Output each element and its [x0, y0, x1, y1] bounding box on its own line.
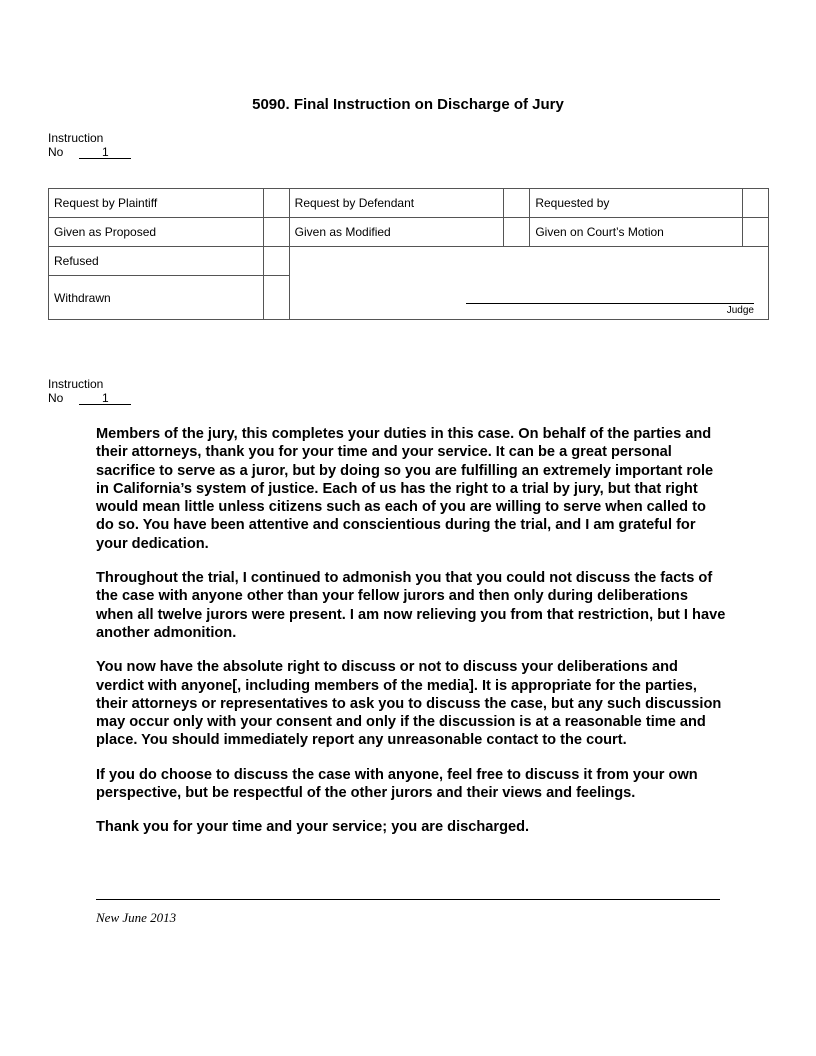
refused-label: Refused — [49, 247, 264, 276]
instruction-label: Instruction — [48, 131, 104, 145]
given-on-courts-motion-label: Given on Court’s Motion — [530, 218, 743, 247]
instruction-body — [96, 425, 726, 853]
instruction-number: 1 — [79, 146, 131, 159]
given-as-modified-checkbox[interactable] — [504, 218, 530, 247]
body-paragraph: Thank you for your time and your service; you are discharged. — [96, 819, 530, 836]
request-by-plaintiff-label: Request by Plaintiff — [49, 189, 264, 218]
instruction-header-bottom — [48, 377, 131, 405]
body-paragraph: Members of the jury, this completes your duties in this case. On behalf of the parties and their attorneys, thank you for your time and your service. It can be a great personal sacrifice to serve as a juror, but by doing so you are fulfilling an extremely important role in California’s system of justice. Each of us has the right to a trial by jury, but that right would mean little unless citizens such as each of you are willing to serve when called to do so. You have been attentive and conscientious during the trial, and I am grateful for your dedication. — [96, 426, 714, 552]
body-paragraph: Throughout the trial, I continued to admonish you that you could not discuss the facts of the case with anyone other than your fellow jurors and then only during deliberations when all twelve jurors were present. I am now relieving you from that restriction, but I have another admonition. — [96, 570, 726, 641]
no-label: No — [48, 391, 64, 405]
body-paragraph: If you do choose to discuss the case with anyone, feel free to discuss it from your own perspective, but be respectful of the other jurors and their views and feelings. — [96, 766, 698, 802]
body-paragraph: You now have the absolute right to discuss or not to discuss your deliberations and verdict with anyone[, including members of the media]. It is appropriate for the parties, their attorneys or representatives to ask you to discuss the case, but any such discussion may occur only with your consent and only if the discussion is at a reasonable time and place. You should immediately report any unreasonable contact to the court. — [96, 659, 722, 749]
instruction-number-row — [48, 391, 131, 405]
requested-by-label: Requested by — [530, 189, 743, 218]
request-by-defendant-label: Request by Defendant — [289, 189, 504, 218]
withdrawn-label: Withdrawn — [49, 276, 264, 320]
judge-signature-area — [289, 247, 768, 320]
request-table — [48, 188, 769, 320]
request-by-plaintiff-checkbox[interactable] — [263, 189, 289, 218]
instruction-number-row — [48, 145, 131, 159]
judge-signature-line[interactable] — [466, 303, 754, 304]
refused-checkbox[interactable] — [263, 247, 289, 276]
given-on-courts-motion-checkbox[interactable] — [743, 218, 769, 247]
judge-label: Judge — [726, 305, 754, 316]
given-as-proposed-label: Given as Proposed — [49, 218, 264, 247]
revision-note: New June 2013 — [96, 910, 177, 925]
withdrawn-checkbox[interactable] — [263, 276, 289, 320]
page-title: 5090. Final Instruction on Discharge of Jury — [252, 96, 564, 113]
given-as-modified-label: Given as Modified — [289, 218, 504, 247]
instruction-label: Instruction — [48, 377, 104, 391]
instruction-number: 1 — [79, 392, 131, 405]
instruction-header-top — [48, 131, 131, 159]
request-by-defendant-checkbox[interactable] — [504, 189, 530, 218]
requested-by-checkbox[interactable] — [743, 189, 769, 218]
footer-divider — [96, 899, 720, 900]
no-label: No — [48, 145, 64, 159]
given-as-proposed-checkbox[interactable] — [263, 218, 289, 247]
